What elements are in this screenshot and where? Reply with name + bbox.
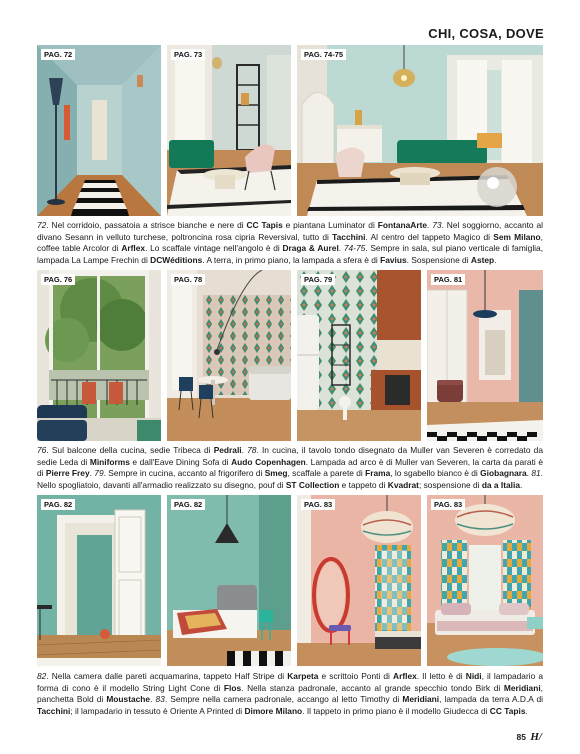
- caption-text: ST Collection: [285, 479, 340, 490]
- caption-text: , lo sgabello bianco è di: [390, 468, 481, 479]
- caption-text: . Sempre nella camera padronale, accango al letto Timothy di: [164, 694, 403, 705]
- caption-text: DCWéditions: [150, 254, 203, 265]
- caption-text: . Sempre in cucina, accanto al frigorifero di: [103, 468, 265, 479]
- caption-text: .: [519, 479, 523, 490]
- caption-text: FontanaArte: [377, 220, 428, 230]
- caption-text: da a Italia: [481, 479, 520, 490]
- page-tag: PAG. 72: [41, 49, 75, 60]
- caption-text: e tappeto di: [339, 479, 388, 490]
- caption-text: . Nel corridoio, passatoia a strisce bianche e nere di: [46, 220, 247, 230]
- photo-living-room-sofa: [167, 45, 291, 216]
- caption-text: 81: [531, 468, 541, 479]
- caption-text: .: [150, 694, 156, 705]
- page-tag: PAG. 81: [431, 274, 465, 285]
- caption-text: e piantana Luminator di: [282, 220, 378, 230]
- caption-text: .: [241, 445, 248, 455]
- caption-text: Meridiani: [503, 682, 541, 693]
- caption-text: . Nello spogliatoio, davanti all'armadio realizzato su disegno, pouf di: [37, 468, 543, 490]
- caption-text: Miniforms: [89, 456, 130, 467]
- caption-text: Arflex: [393, 671, 417, 681]
- caption-text: Tacchini: [37, 705, 71, 716]
- caption-text: e scrittoio Ponti di: [318, 671, 394, 681]
- caption-text: Pierre Frey: [45, 468, 90, 479]
- caption-text: . Lampada ad arco è di Muller van Severen, la carta da parati è di: [37, 456, 543, 479]
- caption-text: .: [89, 468, 95, 479]
- caption-text: . Nella stanza padronale, accanto al grande specchio tondo Birk di: [241, 682, 504, 693]
- caption-text: . A terra, in primo piano, la lampada a sfera è di: [202, 254, 381, 265]
- page-number: 85: [516, 732, 526, 742]
- photo-living-room-piano: [297, 45, 543, 216]
- photo-aquamarine-bedroom-door: [37, 495, 161, 666]
- caption-text: .: [526, 468, 532, 479]
- caption-text: Smeg: [264, 468, 288, 479]
- caption-text: Favius: [380, 254, 407, 265]
- caption-text: , coffee table Arcolor di: [37, 231, 543, 254]
- caption-text: .: [494, 254, 497, 265]
- caption-text: . Sospensione di: [406, 254, 471, 265]
- caption-text: .: [427, 220, 433, 230]
- caption-text: Meridiani: [402, 694, 440, 705]
- page-tag: PAG. 73: [171, 49, 205, 60]
- caption-text: Arflex: [121, 243, 146, 254]
- photo-corridor: [37, 45, 161, 216]
- page-tag: PAG. 78: [171, 274, 205, 285]
- caption-text: 79: [94, 468, 104, 479]
- caption-text: Moustache: [106, 694, 151, 705]
- photo-kitchen-balcony: [37, 270, 161, 441]
- caption-text: Sem Milano: [493, 231, 541, 242]
- caption-text: 73: [432, 220, 442, 230]
- caption-text: . Il letto è di: [416, 671, 466, 681]
- caption-text: Karpeta: [287, 671, 319, 681]
- caption-row-1: [37, 220, 543, 266]
- caption-text: Draga & Aurel: [282, 243, 339, 254]
- caption-text: Astep: [470, 254, 495, 265]
- caption-text: 78: [247, 445, 257, 455]
- photo-master-bedroom-bed: [427, 495, 543, 666]
- page-tag: PAG. 82: [171, 499, 205, 510]
- caption-text: . Nel soggiorno, accanto al divano Sesann in velluto turchese, poltroncina rosa cipria Reversival, tutto di: [37, 220, 543, 242]
- photo-aquamarine-bedroom-bed: [167, 495, 291, 666]
- photo-kitchen-table: [167, 270, 291, 441]
- caption-text: CC Tapis: [489, 705, 526, 716]
- page-tag: PAG. 83: [301, 499, 335, 510]
- caption-text: . Sempre in sala, sul piano verticale di famiglia, lampada La Lampe Frechin di: [37, 243, 544, 265]
- caption-text: Nidi: [465, 671, 482, 681]
- caption-text: .: [338, 243, 344, 254]
- photo-master-bedroom-mirror: [297, 495, 421, 666]
- page-tag: PAG. 79: [301, 274, 335, 285]
- caption-text: . Il tappeto in primo piano è il modello Giudecca di: [302, 705, 490, 716]
- caption-text: , il lampadario a forma di cono è il modello String Light Cone di: [37, 671, 544, 693]
- caption-text: Giobagnara: [480, 468, 527, 479]
- caption-text: . Lo scaffale vintage nell'angolo è di: [145, 243, 283, 254]
- magazine-logo: H/: [530, 731, 542, 743]
- caption-text: Pedrali: [213, 445, 242, 455]
- caption-text: 82: [37, 671, 47, 681]
- caption-text: ; sospensione di: [418, 479, 482, 490]
- page-footer: [517, 731, 542, 743]
- page-tag: PAG. 82: [41, 499, 75, 510]
- caption-text: e dall'Eave Dining Sofa di: [129, 456, 232, 467]
- caption-row-2: [37, 445, 543, 491]
- page-tag: PAG. 83: [431, 499, 465, 510]
- page-tag: PAG. 76: [41, 274, 75, 285]
- caption-text: Flos: [223, 682, 242, 693]
- caption-text: 76: [37, 445, 47, 455]
- caption-text: , lampada da terra A.D.A di: [439, 694, 543, 705]
- caption-text: . In cucina, il tavolo tondo disegnato da Muller van Severen è corredato da sedie Leda di: [37, 445, 543, 467]
- caption-text: Frama: [365, 468, 391, 479]
- caption-text: . Sul balcone della cucina, sedie Tribeca di: [46, 445, 214, 455]
- caption-text: . Nella camera dalle pareti acquamarina, tappeto Half Stripe di: [46, 671, 288, 681]
- photo-kitchen-fridge: [297, 270, 421, 441]
- caption-text: Tacchini: [332, 231, 366, 242]
- photo-walk-in-closet: [427, 270, 543, 441]
- page-tag: PAG. 74-75: [301, 49, 346, 60]
- section-header: CHI, COSA, DOVE: [428, 26, 544, 41]
- caption-text: ; il lampadario in tessuto è Oriente A Printed di: [70, 705, 245, 716]
- caption-text: 72: [37, 220, 47, 230]
- caption-text: CC Tapis: [246, 220, 283, 230]
- caption-text: Audo Copenhagen: [231, 456, 306, 467]
- caption-text: , panchetta Bold di: [37, 682, 543, 705]
- caption-text: .: [525, 705, 528, 716]
- caption-row-3: [37, 671, 543, 717]
- caption-text: . Al centro del tappeto Magico di: [365, 231, 494, 242]
- caption-text: 83: [155, 694, 165, 705]
- caption-text: 74-75: [343, 243, 366, 254]
- caption-text: , scaffale a parete di: [287, 468, 366, 479]
- caption-text: Dimore Milano: [244, 705, 303, 716]
- caption-text: Kvadrat: [387, 479, 419, 490]
